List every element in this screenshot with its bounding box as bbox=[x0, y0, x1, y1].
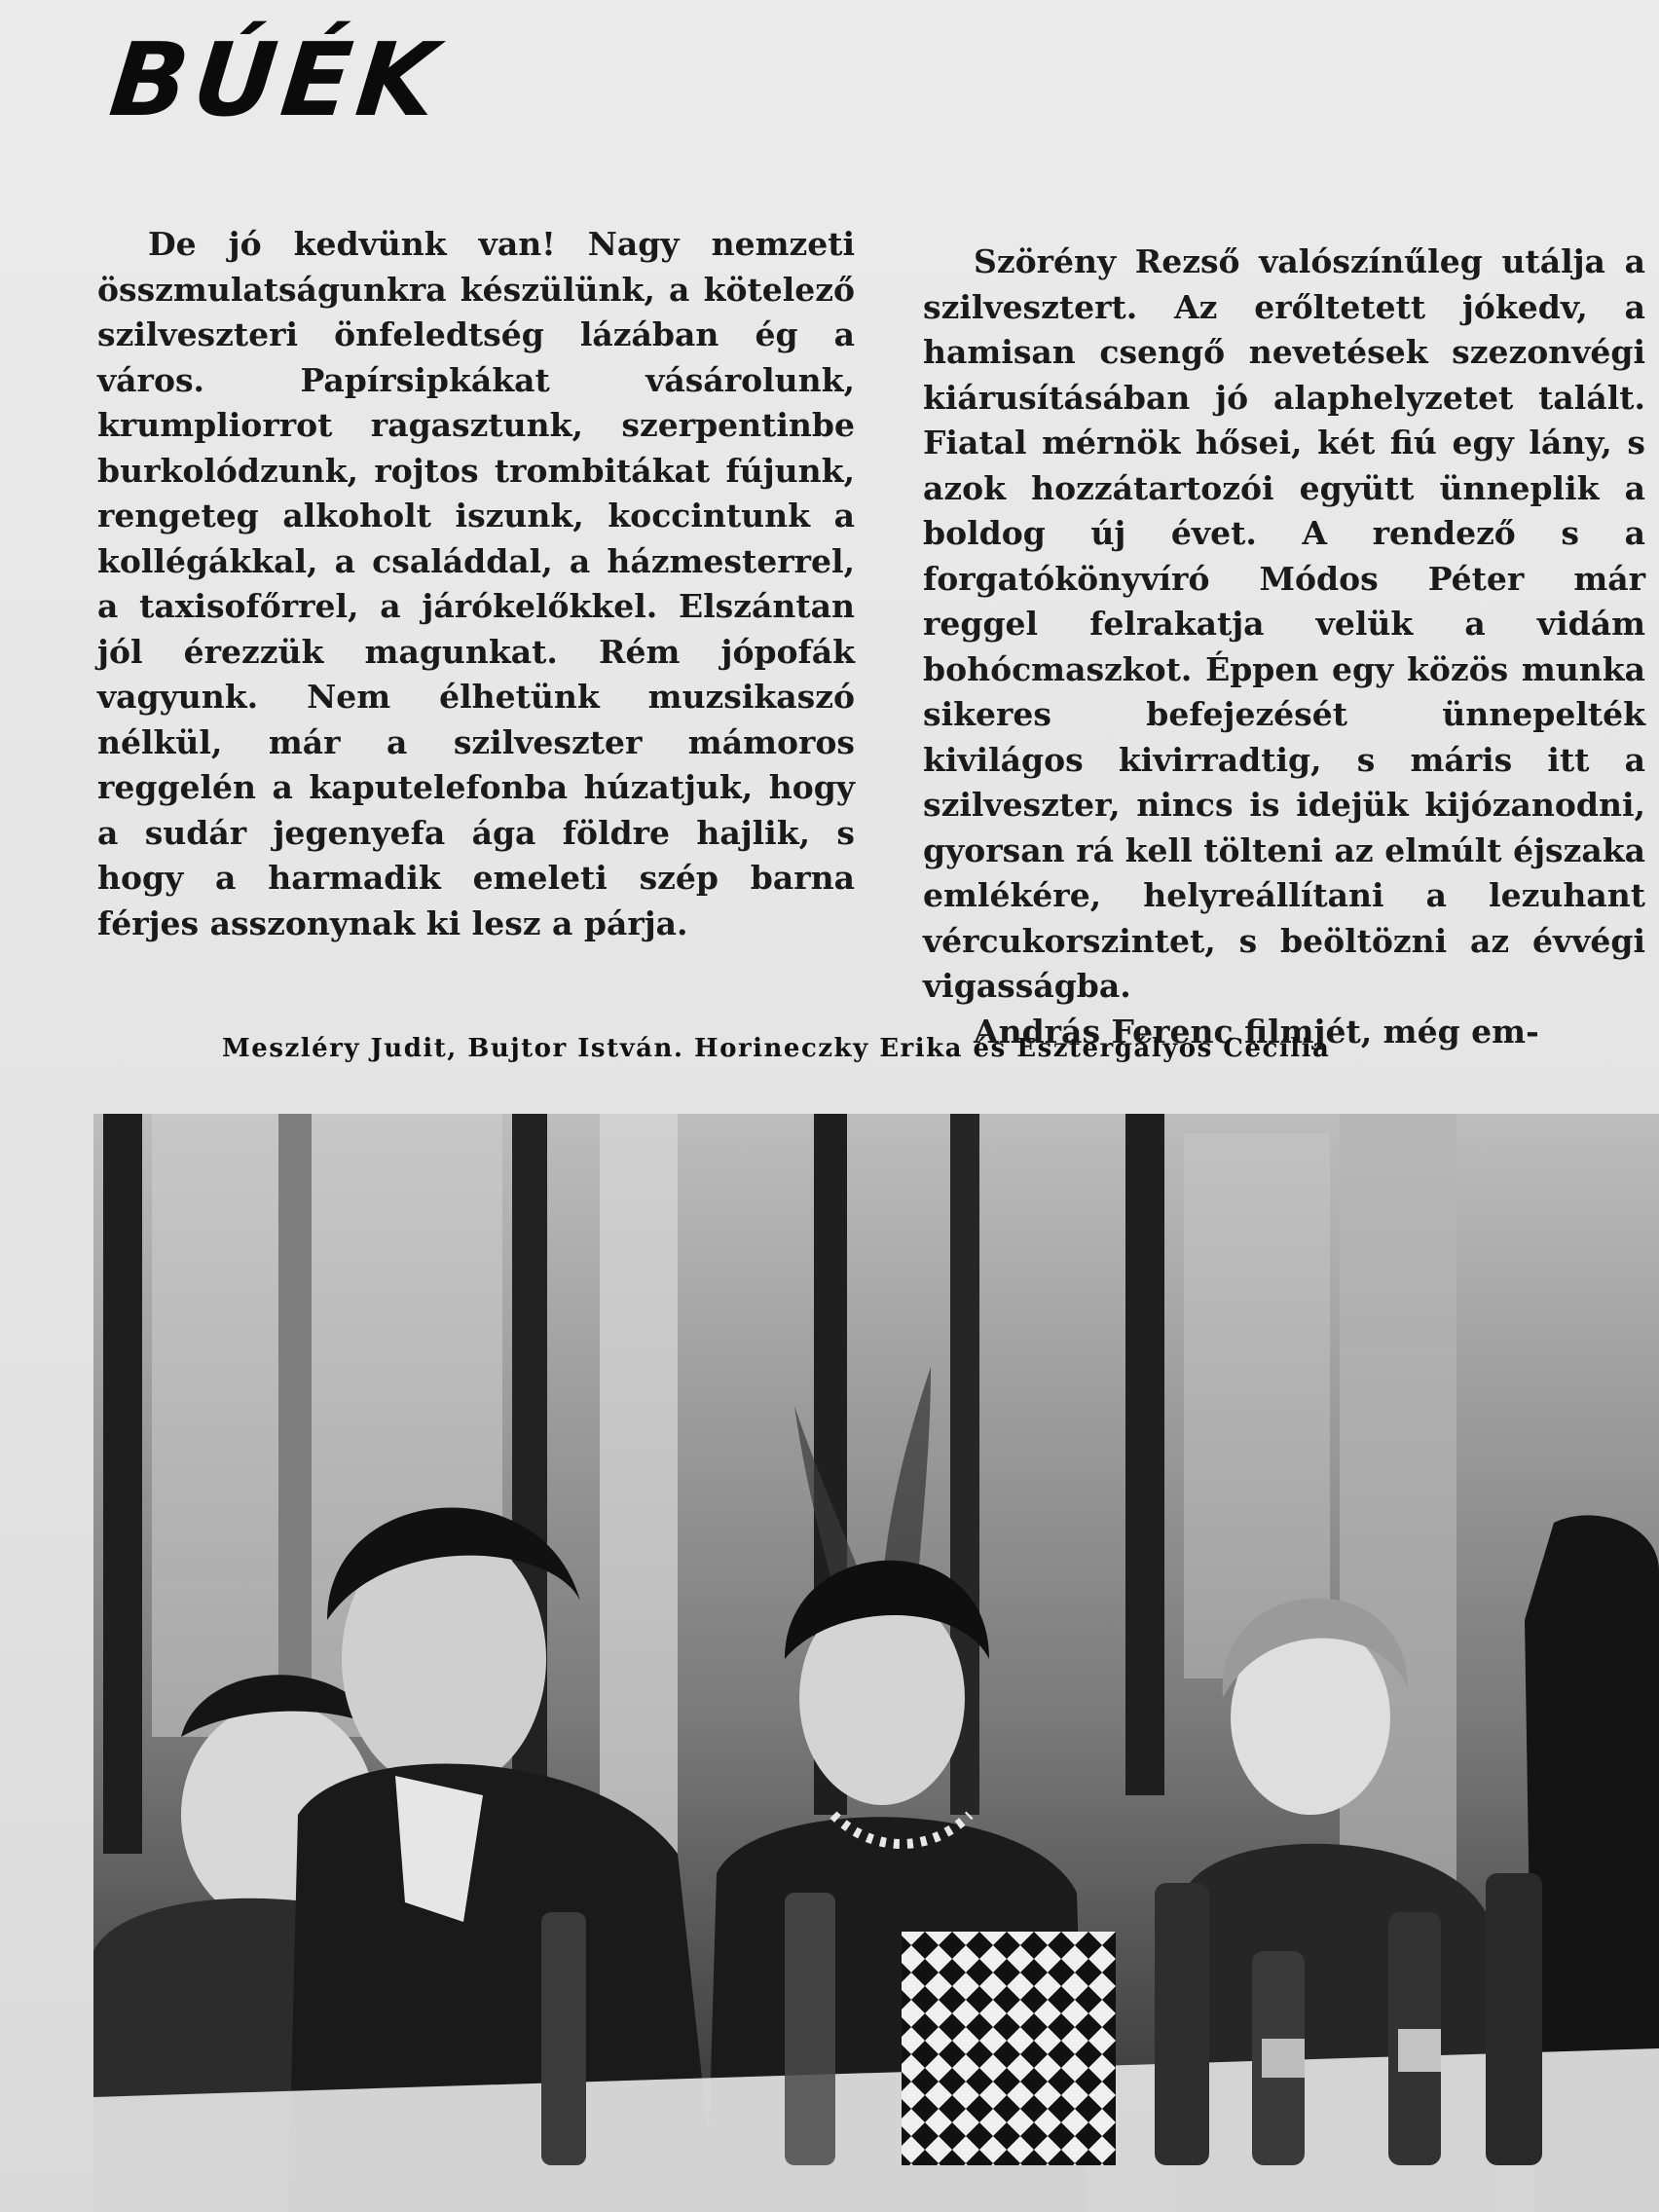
right-column-paragraph-1: Szörény Rezső valószínűleg utálja a szilvesztert. Az erőltetett jókedv, a hamisan csengő nevetések szezonvégi kiárusításában jó alaphelyzetet talált. Fiatal mérnök hősei, két fiú egy lány, s azok hozzátartozói együtt ünneplik a boldog új évet. A rendező s a forgatókönyvíró Módos Péter már reggel felrakatja velük a vidám bohócmaszkot. Éppen egy közös munka sikeres befejezését ünnepelték kivilágos kivirradtig, s máris itt a szilveszter, nincs is idejük kijózanodni, gyorsan rá kell tölteni az elmúlt éjszaka emlékére, helyreállítani a lezuhant vércukorszintet, s beöltözni az évvégi vigasságba. bbox=[923, 242, 1645, 1005]
right-column-paragraph-2: András Ferenc filmjét, még em- bbox=[974, 1012, 1539, 1051]
party-photo bbox=[93, 1114, 1659, 2212]
left-column-paragraph: De jó kedvünk van! Nagy nemzeti összmulatságunkra készülünk, a kötelező szilveszteri önfeledtség lázában ég a város. Papírsipkákat vásárolunk, krumpliorrot ragasztunk, szerpentinbe burkolódzunk, rojtos trombitákat fújunk, rengeteg alkoholt iszunk, koccintunk a kollégákkal, a családdal, a házmesterrel, a taxisofőrrel, a járókelőkkel. Elszántan jól érezzük magunkat. Rém jópofák vagyunk. Nem élhetünk muzsikaszó nélkül, már a szilveszter mámoros reggelén a kaputelefonba húzatjuk, hogy a sudár jegenyefa ága földre hajlik, s hogy a harmadik emeleti szép barna férjes asszonynak ki lesz a párja. bbox=[97, 225, 855, 942]
right-column bbox=[923, 240, 1645, 1054]
photo-caption: Meszléry Judit, Bujtor István. Horineczky Erika és Esztergályos Cecília bbox=[222, 1034, 1331, 1063]
article-title: BÚÉK bbox=[104, 20, 448, 139]
party-photo-illustration bbox=[93, 1114, 1659, 2212]
left-column bbox=[97, 222, 855, 946]
